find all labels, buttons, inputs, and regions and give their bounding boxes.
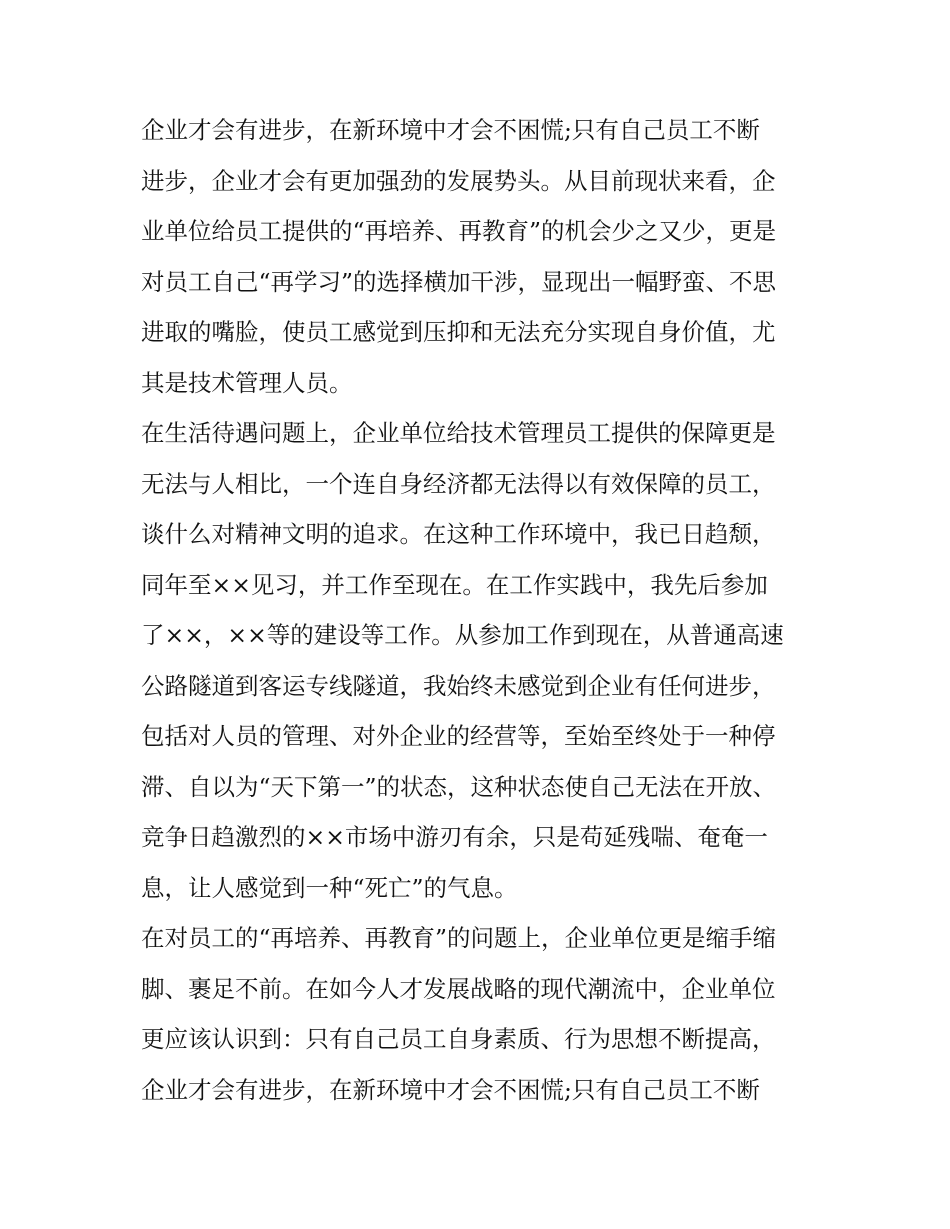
- text-line: 无法与人相比，一个连自身经济都无法得以有效保障的员工，: [141, 470, 776, 498]
- text-line: 企业才会有进步，在新环境中才会不困慌;只有自己员工不断: [141, 1076, 760, 1104]
- text-line: 包括对人员的管理、对外企业的经营等，至始至终处于一种停: [141, 722, 776, 750]
- text-line: 了××，××等的建设等工作。从参加工作到现在，从普通高速: [141, 621, 784, 649]
- text-line: 企业才会有进步，在新环境中才会不困慌;只有自己员工不断: [141, 116, 760, 144]
- text-line: 在对员工的“再培养、再教育”的问题上，企业单位更是缩手缩: [141, 924, 777, 952]
- text-line: 公路隧道到客运专线隧道，我始终未感觉到企业有任何进步，: [141, 672, 776, 700]
- text-line: 进取的嘴脸，使员工感觉到压抑和无法充分实现自身价值，尤: [141, 318, 776, 346]
- text-line: 更应该认识到：只有自己员工自身素质、行为思想不断提高，: [141, 1025, 776, 1053]
- text-line: 其是技术管理人员。: [141, 369, 353, 397]
- text-line: 竞争日趋激烈的××市场中游刃有余，只是苟延残喘、奄奄一: [141, 823, 768, 851]
- text-line: 谈什么对精神文明的追求。在这种工作环境中，我已日趋颓，: [141, 520, 776, 548]
- text-line: 进步，企业才会有更加强劲的发展势头。从目前现状来看，企: [141, 167, 776, 195]
- text-line: 对员工自己“再学习”的选择横加干涉，显现出一幅野蛮、不思: [141, 268, 777, 296]
- text-line: 息，让人感觉到一种“死亡”的气息。: [141, 874, 518, 902]
- text-line: 同年至××见习，并工作至现在。在工作实践中，我先后参加: [141, 571, 768, 599]
- text-line: 脚、裹足不前。在如今人才发展战略的现代潮流中，企业单位: [141, 975, 776, 1003]
- text-line: 滞、自以为“天下第一”的状态，这种状态使自己无法在开放、: [141, 773, 777, 801]
- text-line: 业单位给员工提供的“再培养、再教育”的机会少之又少，更是: [141, 217, 777, 245]
- text-line: 在生活待遇问题上，企业单位给技术管理员工提供的保障更是: [141, 419, 776, 447]
